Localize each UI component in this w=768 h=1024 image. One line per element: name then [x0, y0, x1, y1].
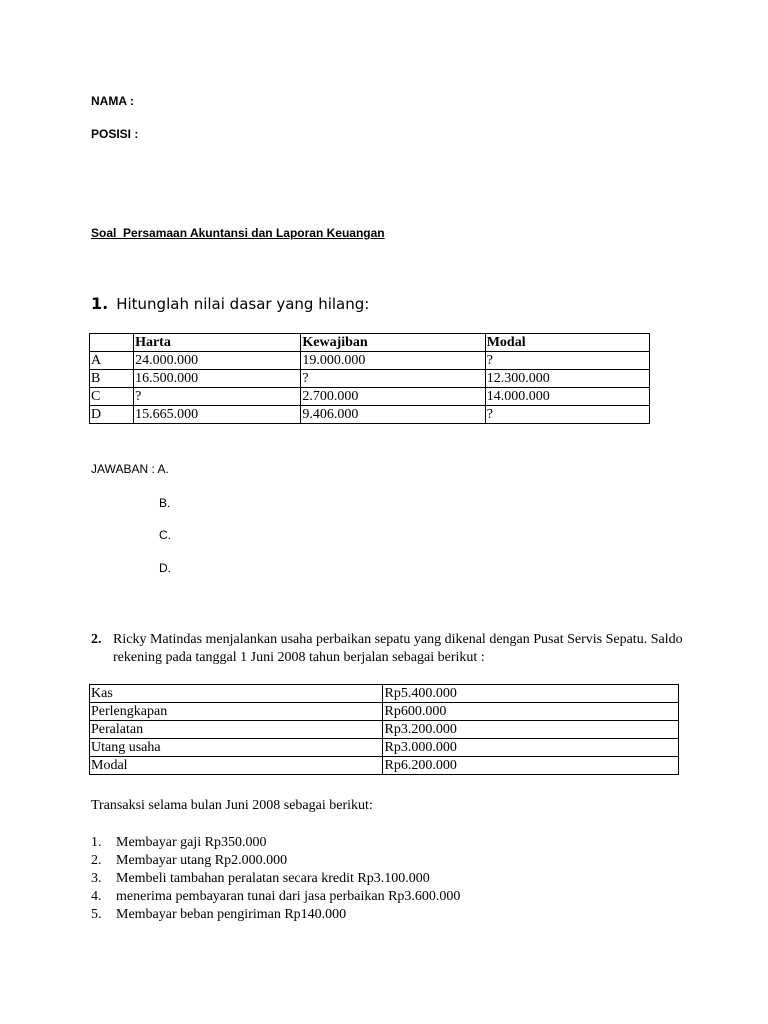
list-item	[91, 834, 460, 852]
account-name: Utang usaha	[90, 739, 383, 757]
account-balance: Rp600.000	[383, 703, 679, 721]
list-item-number: 4.	[91, 889, 102, 904]
question-1	[91, 294, 369, 313]
account-balance: Rp3.000.000	[383, 739, 679, 757]
posisi-label: POSISI :	[91, 127, 139, 141]
document-title: Soal Persamaan Akuntansi dan Laporan Keuangan	[91, 226, 385, 240]
table-cell: 15.665.000	[134, 406, 301, 424]
nama-label: NAMA :	[91, 94, 134, 108]
question-2-text: Ricky Matindas menjalankan usaha perbaikan sepatu yang dikenal dengan Pusat Servis Sepatu. Saldo rekening pada tanggal 1 Juni 2008 tahun berjalan sebagai berikut :	[113, 632, 683, 665]
table-cell: A	[90, 352, 134, 370]
question-2	[91, 631, 691, 667]
table-cell: C	[90, 388, 134, 406]
table-row	[90, 406, 650, 424]
account-balance: Rp6.200.000	[383, 757, 679, 775]
table-cell: ?	[301, 370, 485, 388]
table-row	[90, 352, 650, 370]
list-item-number: 5.	[91, 907, 102, 922]
table-missing-values	[89, 333, 650, 424]
answer-d: D.	[159, 561, 171, 575]
list-item-text: Membeli tambahan peralatan secara kredit Rp3.100.000	[116, 871, 430, 886]
answer-b: B.	[159, 496, 171, 510]
list-item-number: 2.	[91, 853, 102, 868]
list-item-text: menerima pembayaran tunai dari jasa perbaikan Rp3.600.000	[116, 889, 461, 904]
answer-c: C.	[159, 528, 171, 542]
account-balance: Rp3.200.000	[383, 721, 679, 739]
list-item	[91, 888, 460, 906]
table-cell: ?	[485, 352, 649, 370]
table-cell: 24.000.000	[134, 352, 301, 370]
transactions-list	[91, 834, 460, 924]
question-1-text: Hitunglah nilai dasar yang hilang:	[116, 295, 370, 313]
list-item-text: Membayar beban pengiriman Rp140.000	[116, 907, 347, 922]
list-item-number: 1.	[91, 835, 102, 850]
table-header-cell	[90, 334, 134, 352]
list-item-number: 3.	[91, 871, 102, 886]
table-row	[90, 685, 679, 703]
table-cell: 19.000.000	[301, 352, 485, 370]
table-header-row	[90, 334, 650, 352]
table-account-balances	[89, 684, 679, 775]
table-row	[90, 703, 679, 721]
list-item	[91, 906, 460, 924]
question-1-number: 1.	[91, 294, 109, 313]
list-item-text: Membayar gaji Rp350.000	[116, 835, 267, 850]
question-2-number: 2.	[91, 632, 102, 647]
table-cell: 16.500.000	[134, 370, 301, 388]
table-cell: 2.700.000	[301, 388, 485, 406]
table-header-kewajiban: Kewajiban	[301, 334, 485, 352]
table-row	[90, 388, 650, 406]
account-name: Perlengkapan	[90, 703, 383, 721]
table-cell: ?	[134, 388, 301, 406]
table-header-modal: Modal	[485, 334, 649, 352]
table-cell: 12.300.000	[485, 370, 649, 388]
list-item	[91, 870, 460, 888]
account-name: Modal	[90, 757, 383, 775]
table-cell: ?	[485, 406, 649, 424]
table-header-harta: Harta	[134, 334, 301, 352]
table-cell: B	[90, 370, 134, 388]
account-name: Peralatan	[90, 721, 383, 739]
transactions-intro: Transaksi selama bulan Juni 2008 sebagai berikut:	[91, 798, 373, 813]
table-row	[90, 757, 679, 775]
table-row	[90, 721, 679, 739]
list-item-text: Membayar utang Rp2.000.000	[116, 853, 288, 868]
table-cell: 9.406.000	[301, 406, 485, 424]
account-name: Kas	[90, 685, 383, 703]
table-row	[90, 739, 679, 757]
table-cell: 14.000.000	[485, 388, 649, 406]
list-item	[91, 852, 460, 870]
answer-label: JAWABAN : A.	[91, 462, 169, 476]
table-cell: D	[90, 406, 134, 424]
table-row	[90, 370, 650, 388]
account-balance: Rp5.400.000	[383, 685, 679, 703]
